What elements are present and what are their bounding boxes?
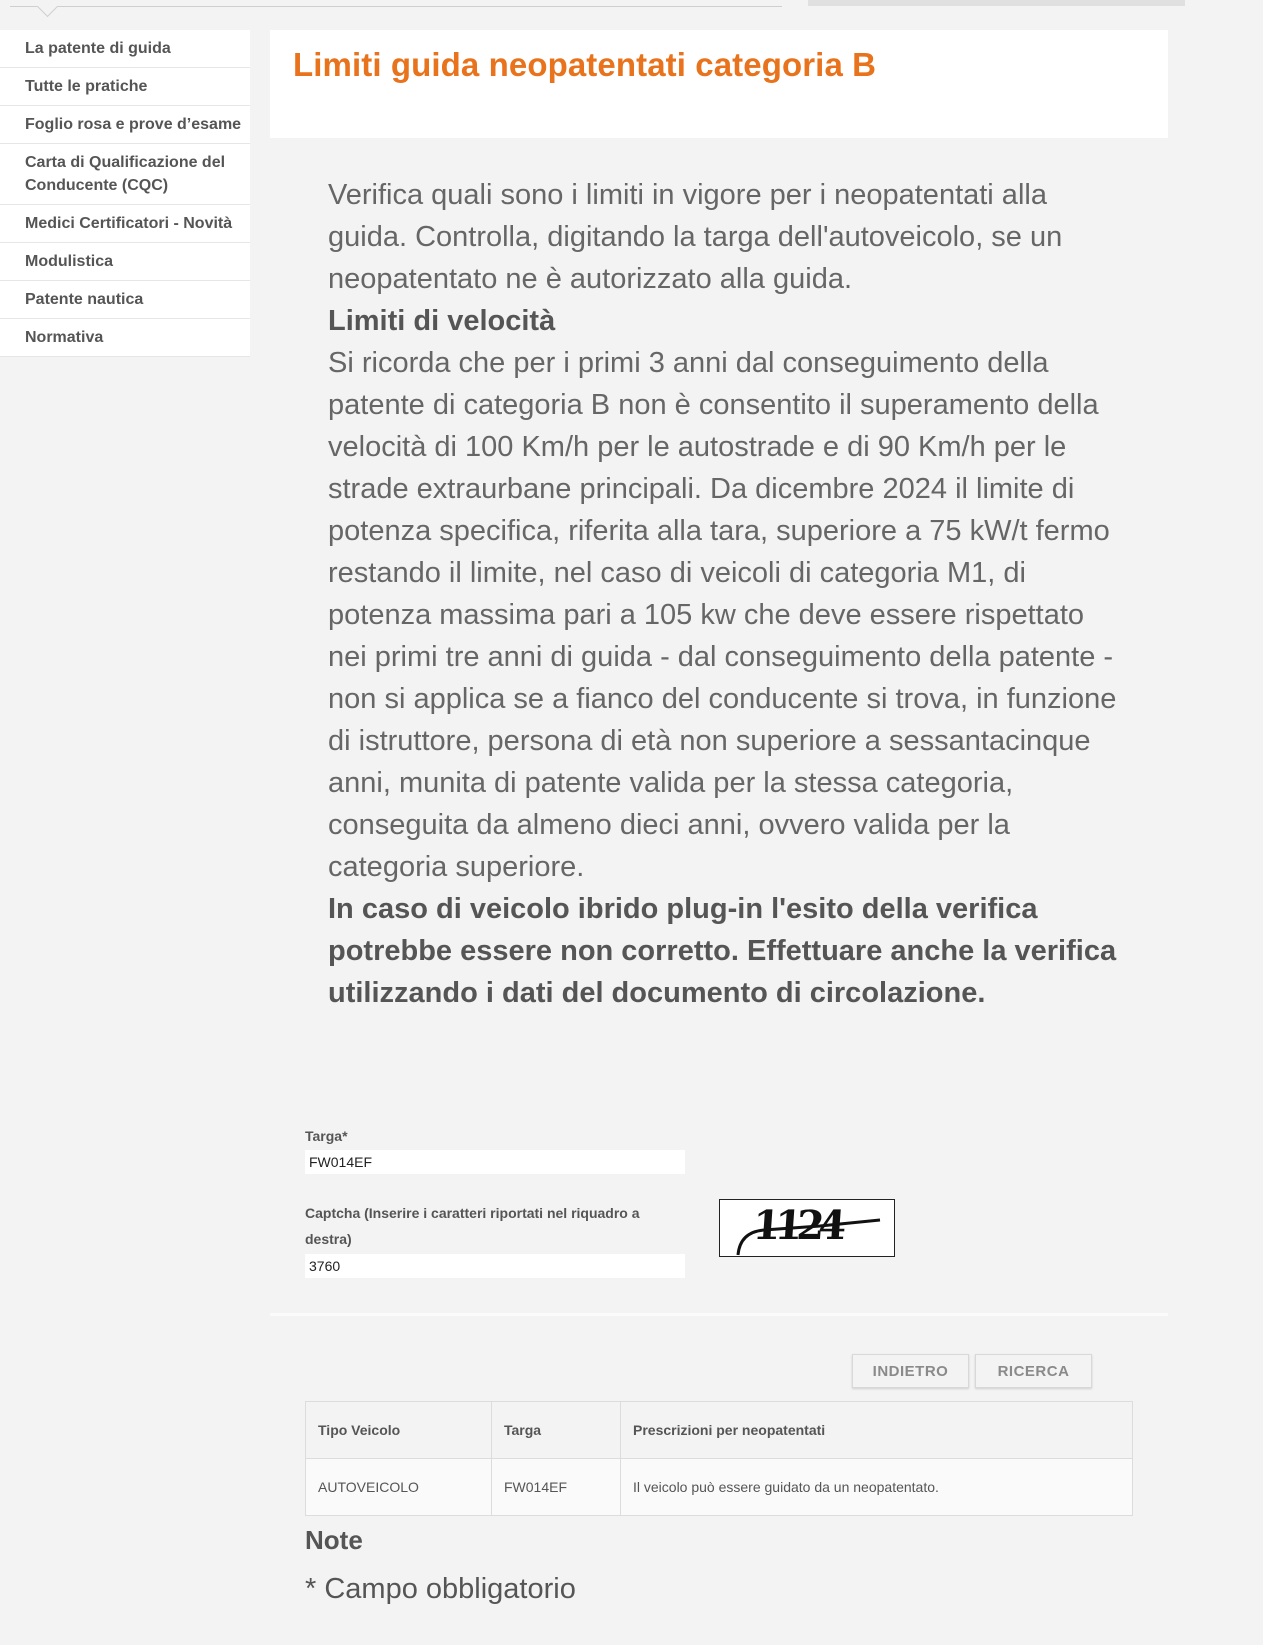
- sidebar-item-patente-di-guida[interactable]: La patente di guida: [0, 30, 250, 68]
- column-header-tipo-veicolo: Tipo Veicolo: [306, 1402, 492, 1459]
- top-bar-right: [808, 0, 1185, 6]
- top-divider: [10, 6, 782, 7]
- targa-input[interactable]: [305, 1150, 685, 1174]
- cell-prescrizioni: Il veicolo può essere guidato da un neopatentato.: [621, 1459, 1133, 1516]
- captcha-noise-icon: [720, 1200, 895, 1257]
- captcha-input[interactable]: [305, 1254, 685, 1278]
- captcha-label: Captcha (Inserire i caratteri riportati nel riquadro a destra): [305, 1205, 640, 1247]
- notes-title: Note: [305, 1525, 363, 1555]
- intro-text: Verifica quali sono i limiti in vigore per i neopatentati alla guida. Controlla, digitando la targa dell'autoveicolo, se un neopatentato ne è autorizzato alla guida.: [328, 179, 1063, 295]
- sidebar-item-cqc[interactable]: Carta di Qualificazione del Conducente (CQC): [0, 144, 250, 205]
- sidebar-item-foglio-rosa[interactable]: Foglio rosa e prove d’esame: [0, 106, 250, 144]
- search-button[interactable]: RICERCA: [975, 1354, 1092, 1388]
- results-table: [305, 1401, 1133, 1516]
- notes-text: * Campo obbligatorio: [305, 1573, 576, 1605]
- sidebar-item-normativa[interactable]: Normativa: [0, 319, 250, 357]
- page-title: Limiti guida neopatentati categoria B: [293, 46, 877, 83]
- main-content: [328, 174, 1118, 1014]
- hybrid-warning: In caso di veicolo ibrido plug-in l'esito della verifica potrebbe essere non corretto. Effettuare anche la verifica utilizzando i dati del documento di circolazione.: [328, 893, 1117, 1009]
- table-row: [306, 1459, 1133, 1516]
- section-divider: [270, 1313, 1168, 1316]
- sidebar-item-patente-nautica[interactable]: Patente nautica: [0, 281, 250, 319]
- captcha-image: [719, 1199, 895, 1257]
- captcha-image-text: 1124: [751, 1202, 842, 1249]
- title-box: [270, 30, 1168, 138]
- sidebar-item-tutte-le-pratiche[interactable]: Tutte le pratiche: [0, 68, 250, 106]
- table-header-row: [306, 1402, 1133, 1459]
- sidebar-nav: [0, 30, 250, 357]
- menu-pointer-caret: [37, 0, 58, 17]
- column-header-targa: Targa: [492, 1402, 621, 1459]
- column-header-prescrizioni: Prescrizioni per neopatentati: [621, 1402, 1133, 1459]
- sidebar-item-modulistica[interactable]: Modulistica: [0, 243, 250, 281]
- back-button[interactable]: INDIETRO: [852, 1354, 969, 1388]
- sidebar-item-medici-certificatori[interactable]: Medici Certificatori - Novità: [0, 205, 250, 243]
- cell-tipo-veicolo: AUTOVEICOLO: [306, 1459, 492, 1516]
- speed-limits-text: Si ricorda che per i primi 3 anni dal conseguimento della patente di categoria B non è consentito il superamento della velocità di 100 Km/h per le autostrade e di 90 Km/h per le strade extraurbane principali. Da dicembre 2024 il limite di potenza specifica, riferita alla tara, superiore a 75 kW/t fermo restando il limite, nel caso di veicoli di categoria M1, di potenza massima pari a 105 kw che deve essere rispettato nei primi tre anni di guida - dal conseguimento della patente - non si applica se a fianco del conducente si trova, in funzione di istruttore, persona di età non superiore a sessantacinque anni, munita di patente valida per la stessa categoria, conseguita da almeno dieci anni, ovvero valida per la categoria superiore.: [328, 347, 1117, 883]
- targa-label: Targa*: [305, 1128, 348, 1144]
- cell-targa: FW014EF: [492, 1459, 621, 1516]
- speed-limits-heading: Limiti di velocità: [328, 305, 556, 337]
